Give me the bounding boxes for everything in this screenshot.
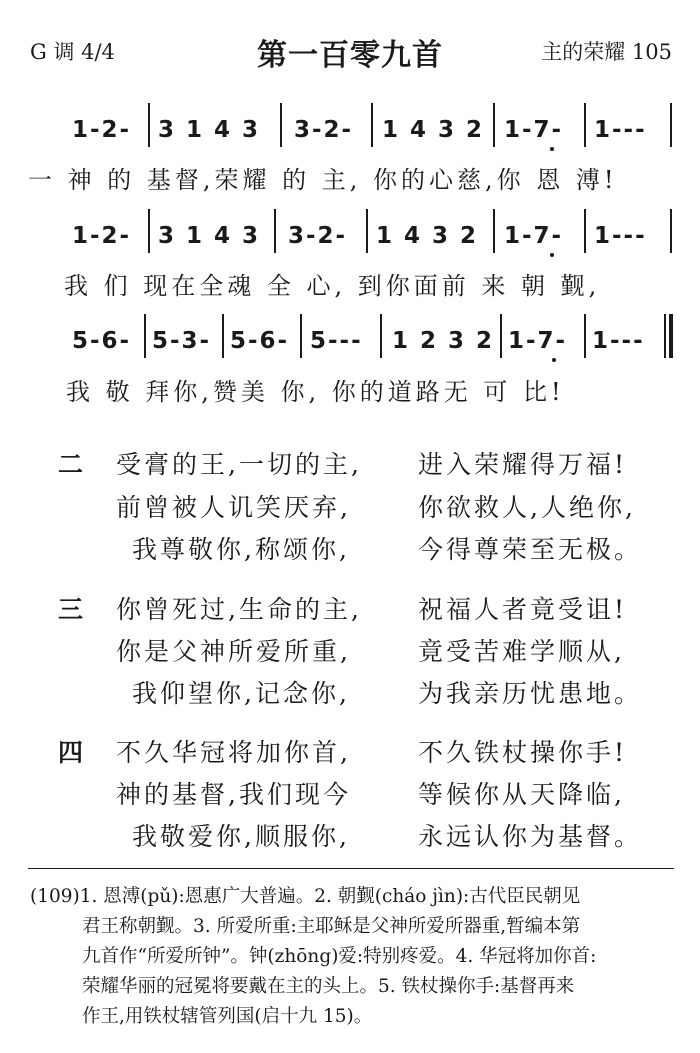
low-octave-dot (550, 147, 554, 151)
verse-line: 我仰望你,记念你, (132, 679, 350, 708)
verse-line: 你曾死过,生命的主, (116, 595, 362, 624)
measure: 1-2- (72, 117, 132, 143)
verse-number: 四 (58, 738, 84, 767)
barline (148, 103, 150, 147)
verse-line: 受膏的王,一切的主, (116, 450, 362, 479)
verse-number: 三 (58, 595, 84, 624)
final-barline-thick (669, 314, 673, 358)
verse-line: 永远认你为基督。 (418, 822, 643, 851)
hymn-title: 第一百零九首 (257, 38, 443, 73)
key-signature: G 调 4/4 (30, 40, 115, 64)
barline (371, 103, 373, 147)
measure: 3 1 4 3 (158, 223, 261, 249)
verse-line: 你欲救人,人绝你, (418, 493, 636, 522)
measure: 1 2 3 2 (392, 328, 495, 354)
measure: 5--- (310, 328, 363, 354)
verse-line: 为我亲历忧患地。 (418, 679, 643, 708)
barline (380, 314, 382, 358)
measure: 3-2- (294, 117, 354, 143)
verse-line: 进入荣耀得万福! (418, 450, 628, 479)
measure: 1 4 3 2 (382, 117, 485, 143)
verse-line: 神的基督,我们现今 (116, 780, 351, 809)
verse-line: 今得尊荣至无极。 (418, 535, 643, 564)
footnote-divider (28, 868, 674, 869)
barline (670, 103, 672, 147)
measure: 1--- (594, 223, 647, 249)
measure: 1-7- (508, 328, 568, 354)
measure: 3-2- (288, 223, 348, 249)
measure: 1 4 3 2 (376, 223, 479, 249)
footnote-line: 荣耀华丽的冠冕将要戴在主的头上。5. 铁杖操你手:基督再来 (82, 976, 575, 997)
barline (584, 103, 586, 147)
measure: 1-2- (72, 223, 132, 249)
verse-line: 我敬爱你,顺服你, (132, 822, 350, 851)
low-octave-dot (550, 253, 554, 257)
lyric-line: 我 敬 拜你,赞美 你, 你的道路无 可 比! (66, 378, 565, 406)
verse-line: 前曾被人讥笑厌弃, (116, 493, 351, 522)
footnote-line: (109)1. 恩溥(pǔ):恩惠广大普遍。2. 朝觐(cháo jìn):古代臣民朝见 (30, 886, 581, 907)
measure: 1--- (594, 117, 647, 143)
verse-number: 二 (58, 450, 84, 479)
barline (148, 209, 150, 253)
collection-label: 主的荣耀 105 (541, 40, 672, 64)
lyric-line: 我 们 现在全魂 全 心, 到你面前 来 朝 觐, (64, 272, 601, 300)
barline (222, 314, 224, 358)
barline (274, 209, 276, 253)
measure: 5-6- (72, 328, 132, 354)
barline (366, 209, 368, 253)
barline (670, 209, 672, 253)
barline (584, 209, 586, 253)
barline (584, 314, 586, 358)
measure: 5-6- (230, 328, 290, 354)
barline (493, 103, 495, 147)
footnote-line: 作王,用铁杖辖管列国(启十九 15)。 (82, 1006, 373, 1027)
footnote-line: 君王称朝觐。3. 所爱所重:主耶稣是父神所爱所器重,暂编本第 (82, 916, 581, 937)
measure: 5-3- (152, 328, 212, 354)
lyric-line: 一 神 的 基督,荣耀 的 主, 你的心慈,你 恩 溥! (28, 166, 618, 194)
footnote-line: 九首作“所爱所钟”。钟(zhōng)爱:特别疼爱。4. 华冠将加你首: (82, 946, 597, 967)
barline (300, 314, 302, 358)
measure: 3 1 4 3 (158, 117, 261, 143)
final-barline-thin (664, 314, 666, 358)
barline (500, 314, 502, 358)
verse-line: 不久华冠将加你首, (116, 738, 351, 767)
verse-line: 竟受苦难学顺从, (418, 637, 625, 666)
verse-line: 你是父神所爱所重, (116, 637, 351, 666)
verse-line: 祝福人者竟受诅! (418, 595, 628, 624)
low-octave-dot (552, 358, 556, 362)
barline (144, 314, 146, 358)
verse-line: 我尊敬你,称颂你, (132, 535, 350, 564)
barline (280, 103, 282, 147)
measure: 1--- (592, 328, 645, 354)
footnote (30, 882, 680, 1032)
measure: 1-7- (504, 117, 564, 143)
measure: 1-7- (504, 223, 564, 249)
verse-line: 不久铁杖操你手! (418, 738, 628, 767)
verse-line: 等候你从天降临, (418, 780, 625, 809)
barline (493, 209, 495, 253)
